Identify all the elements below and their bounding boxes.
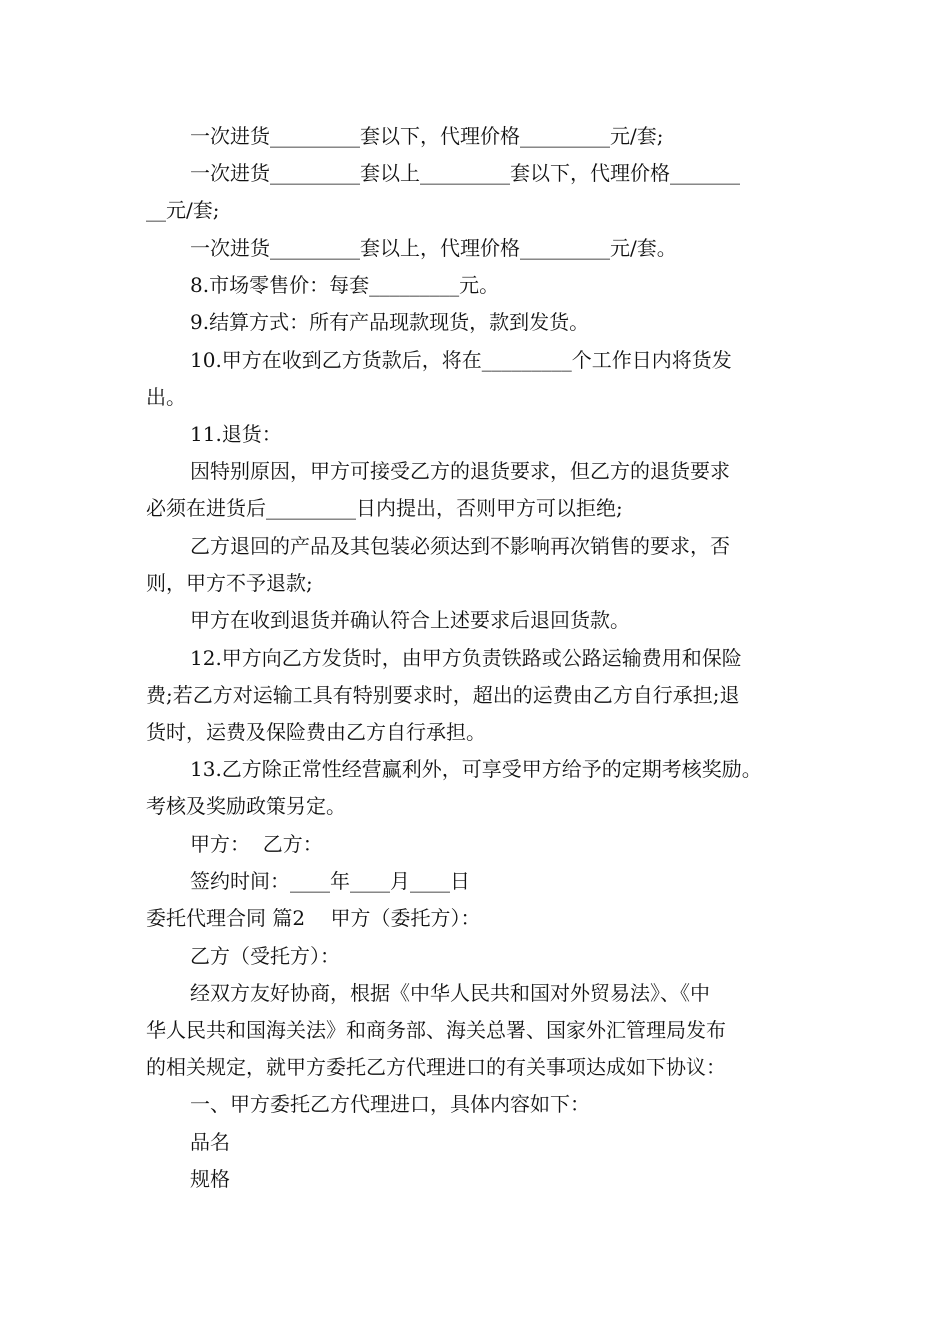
paragraph-line: 乙方（受托方）： (190, 944, 340, 968)
paragraph-line: 因特别原因，甲方可接受乙方的退货要求，但乙方的退货要求 (190, 459, 730, 483)
paragraph-line: 一次进货_________套以下，代理价格_________元/套; (190, 124, 664, 148)
paragraph-line: 一、甲方委托乙方代理进口，具体内容如下： (190, 1092, 590, 1116)
paragraph-line: 货时，运费及保险费由乙方自行承担。 (146, 720, 486, 744)
paragraph-line: 乙方退回的产品及其包装必须达到不影响再次销售的要求，否 (190, 534, 730, 558)
paragraph-line: 费;若乙方对运输工具有特别要求时，超出的运费由乙方自行承担;退 (146, 683, 740, 707)
section-heading: 委托代理合同 篇2 甲方（委托方）： (146, 906, 481, 930)
paragraph-line: 品名 (190, 1130, 230, 1154)
paragraph-line: 一次进货_________套以上_________套以下，代理价格_______ (190, 161, 740, 185)
paragraph-line: 考核及奖励政策另定。 (146, 794, 346, 818)
paragraph-line: 必须在进货后_________日内提出，否则甲方可以拒绝; (146, 496, 623, 520)
signing-date: 签约时间：____年____月____日 (190, 869, 470, 893)
paragraph-line: 11.退货： (190, 422, 282, 446)
signature-parties: 甲方： 乙方： (190, 832, 323, 856)
paragraph-line: 13.乙方除正常性经营赢利外，可享受甲方给予的定期考核奖励。 (190, 757, 762, 781)
paragraph-line: 一次进货_________套以上，代理价格_________元/套。 (190, 236, 677, 260)
paragraph-line: __元/套; (146, 198, 220, 222)
paragraph-line: 出。 (146, 385, 186, 409)
paragraph-line: 华人民共和国海关法》和商务部、海关总署、国家外汇管理局发布 (146, 1018, 726, 1042)
paragraph-line: 9.结算方式：所有产品现款现货，款到发货。 (190, 310, 590, 334)
paragraph-line: 甲方在收到退货并确认符合上述要求后退回货款。 (190, 608, 630, 632)
paragraph-line: 则，甲方不予退款; (146, 571, 313, 595)
paragraph-line: 10.甲方在收到乙方货款后，将在_________个工作日内将货发 (190, 348, 732, 372)
paragraph-line: 12.甲方向乙方发货时，由甲方负责铁路或公路运输费用和保险 (190, 646, 742, 670)
paragraph-line: 的相关规定，就甲方委托乙方代理进口的有关事项达成如下协议： (146, 1055, 726, 1079)
paragraph-line: 经双方友好协商，根据《中华人民共和国对外贸易法》、《中 (190, 981, 710, 1005)
paragraph-line: 规格 (190, 1167, 230, 1191)
paragraph-line: 8.市场零售价：每套_________元。 (190, 273, 500, 297)
